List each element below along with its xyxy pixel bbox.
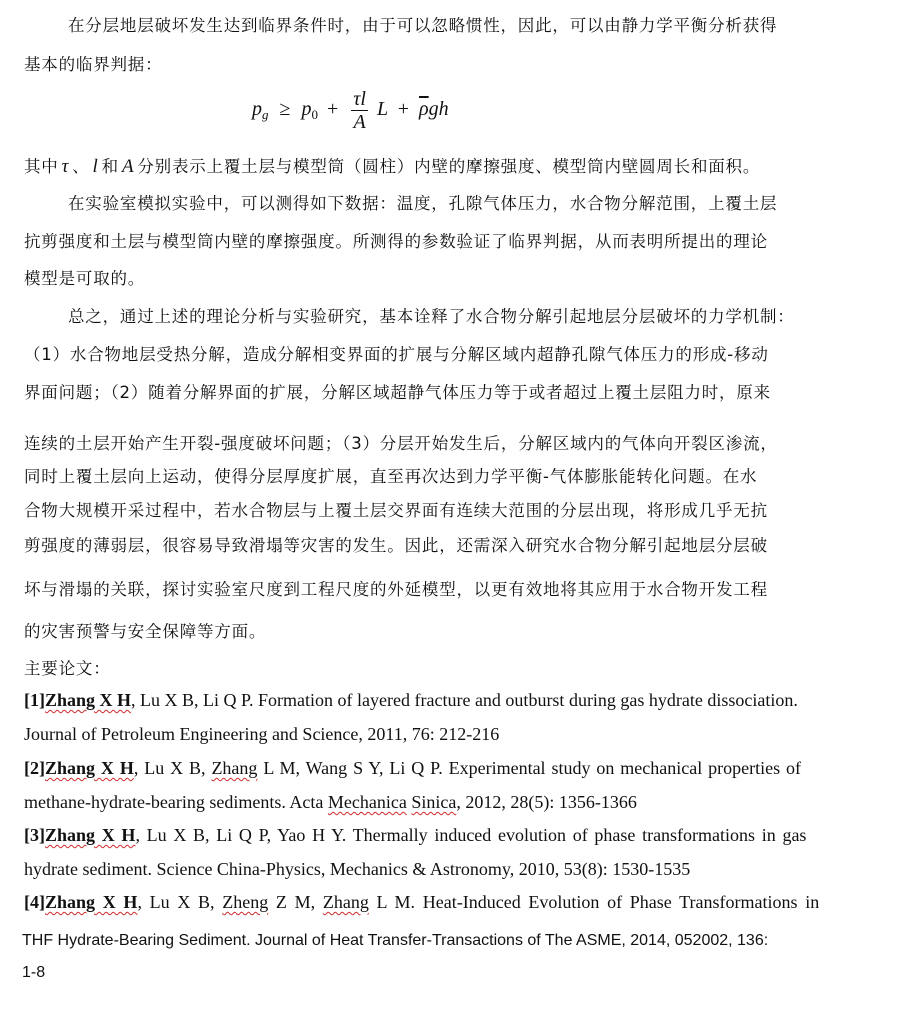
para2-line2: 抗剪强度和土层与模型筒内壁的摩擦强度。所测得的参数验证了临界判据，从而表明所提出的理论 xyxy=(24,232,768,251)
para3-line8: 坏与滑塌的关联，探讨实验室尺度到工程尺度的外延模型，以更有效地将其应用于水合物开发工程 xyxy=(24,580,768,599)
para3-line7: 剪强度的薄弱层，很容易导致滑塌等灾害的发生。因此，还需深入研究水合物分解引起地层分层破 xyxy=(24,536,768,555)
formula-geq: ≥ xyxy=(279,98,291,121)
ref-author: Zhang X H xyxy=(45,690,132,710)
para3-line6: 合物大规模开采过程中，若水合物层与上覆土层交界面有连续大范围的分层出现，将形成几乎无抗 xyxy=(24,501,768,520)
formula-plus-2: + xyxy=(397,98,410,121)
para1-line1: 在分层地层破坏发生达到临界条件时，由于可以忽略惯性，因此，可以由静力学平衡分析获得 xyxy=(68,16,778,35)
ref-author: Zhang X H xyxy=(45,758,134,778)
ref-author: Zhang X H xyxy=(45,825,136,845)
reference-2-line2: methane-hydrate-bearing sediments. Acta Mechanica Sinica, 2012, 28(5): 1356-1366 xyxy=(24,792,637,812)
para2-line3: 模型是可取的。 xyxy=(24,269,146,288)
para3-line5: 同时上覆土层向上运动，使得分层厚度扩展，直至再次达到力学平衡-气体膨胀能转化问题。在水 xyxy=(24,467,758,486)
formula-rho-bar: $\overline{\rho}$ xyxy=(419,98,429,121)
para1-line2: 基本的临界判据： xyxy=(24,55,163,74)
fraction-denominator: A xyxy=(353,111,366,133)
reference-4-line2: THF Hydrate-Bearing Sediment. Journal of Heat Transfer-Transactions of The ASME, 2014, 052002, 136: xyxy=(22,932,769,949)
para3-line2: （1）水合物地层受热分解，造成分解相变界面的扩展与分解区域内超静孔隙气体压力的形成-移动 xyxy=(24,345,769,364)
ref-number: [2] xyxy=(24,758,45,778)
symbol-tau: τ xyxy=(61,156,70,177)
reference-1-line2: Journal of Petroleum Engineering and Science, 2011, 76: 212-216 xyxy=(24,724,500,744)
formula-p0: $p_0$ xyxy=(301,98,318,123)
formula-plus: + xyxy=(326,98,339,121)
symbol-A: A xyxy=(121,156,135,177)
para2-line1: 在实验室模拟实验中，可以测得如下数据：温度，孔隙气体压力，水合物分解范围，上覆土层 xyxy=(68,194,778,213)
reference-2-line1: [2]Zhang X H, Lu X B, Zhang L M, Wang S Y, Li Q P. Experimental study on mechanical properties of xyxy=(24,758,801,778)
symbol-l: l xyxy=(92,156,99,177)
critical-criterion-formula xyxy=(252,88,449,133)
ref-number: [1] xyxy=(24,690,45,710)
ref-number: [3] xyxy=(24,825,45,845)
formula-fraction xyxy=(351,88,368,133)
formula-L: L xyxy=(376,98,388,121)
ref-author: Zhang X H xyxy=(45,892,138,912)
para3-line4: 连续的土层开始产生开裂-强度破坏问题；（3）分层开始发生后，分解区域内的气体向开裂区渗流， xyxy=(24,434,778,453)
reference-4-line1: [4]Zhang X H, Lu X B, Zheng Z M, Zhang L M. Heat-Induced Evolution of Phase Transformations in xyxy=(24,892,820,912)
fraction-numerator: τl xyxy=(353,88,366,110)
para3-line1: 总之，通过上述的理论分析与实验研究，基本诠释了水合物分解引起地层分层破坏的力学机制： xyxy=(68,307,795,326)
formula-explanation: 其中 τ 、 l 和 A 分别表示上覆土层与模型筒（圆柱）内壁的摩擦强度、模型筒内壁圆周长和面积。 xyxy=(24,156,761,177)
ref-number: [4] xyxy=(24,892,45,912)
reference-3-line2: hydrate sediment. Science China-Physics, Mechanics & Astronomy, 2010, 53(8): 1530-1535 xyxy=(24,859,691,879)
para3-line3: 界面问题；（2）随着分解界面的扩展，分解区域超静气体压力等于或者超过上覆土层阻力时，原来 xyxy=(24,383,771,402)
reference-3-line1: [3]Zhang X H, Lu X B, Li Q P, Yao H Y. Thermally induced evolution of phase transformations in gas xyxy=(24,825,807,845)
reference-1-line1: [1]Zhang X H, Lu X B, Li Q P. Formation of layered fracture and outburst during gas hydrate dissociation. xyxy=(24,690,798,710)
para3-line9: 的灾害预警与安全保障等方面。 xyxy=(24,622,267,641)
formula-gh: gh xyxy=(428,98,449,121)
papers-heading: 主要论文： xyxy=(24,659,111,678)
reference-4-line3: 1-8 xyxy=(22,964,46,981)
formula-pg: $p_g$ xyxy=(252,98,269,123)
